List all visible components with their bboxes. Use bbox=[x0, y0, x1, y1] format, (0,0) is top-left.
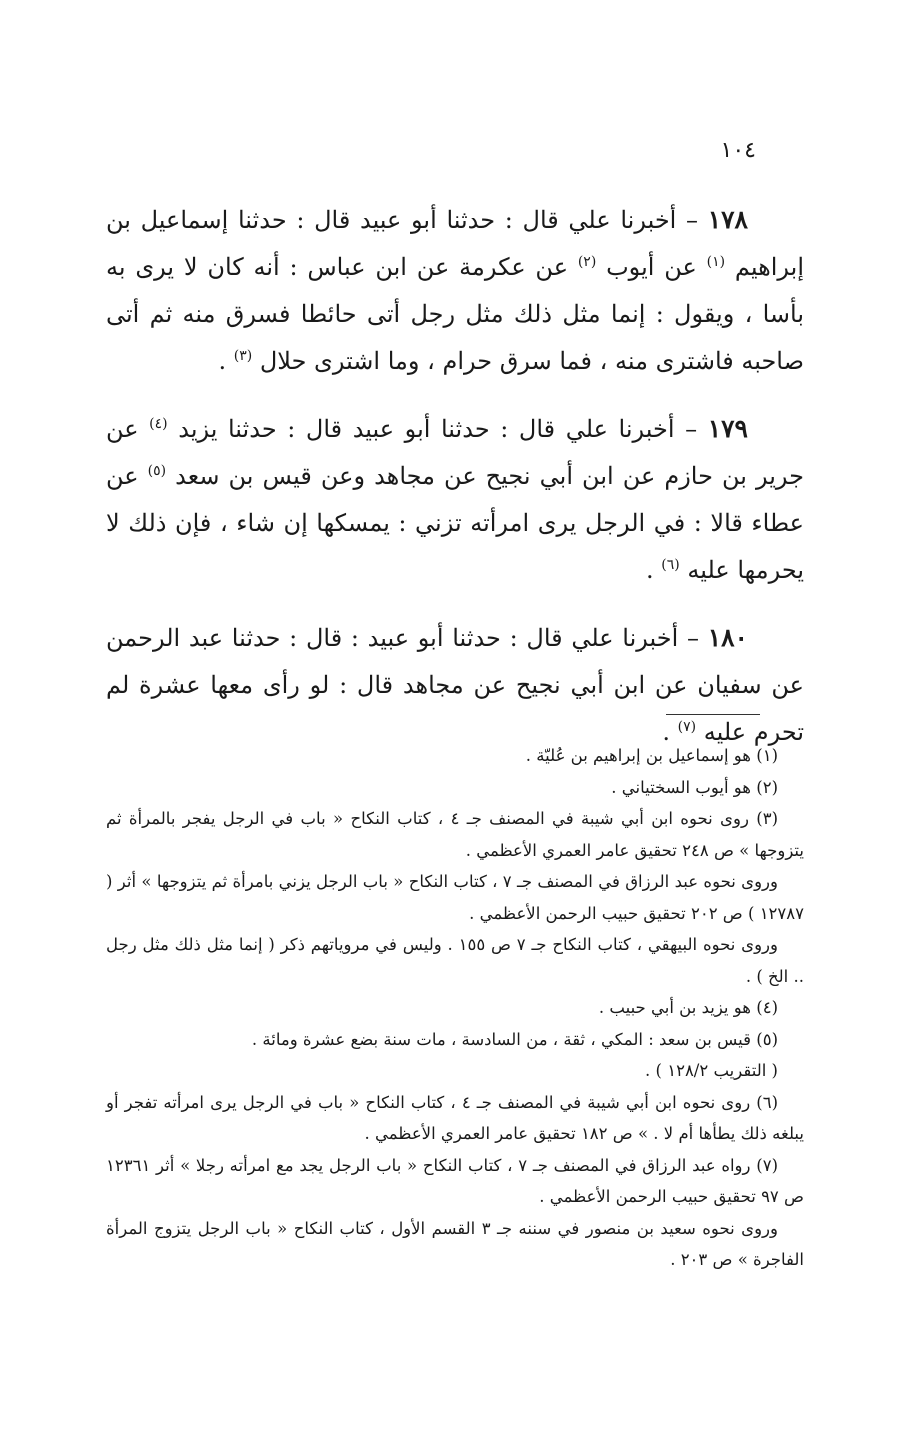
paragraph-text: عن جرير بن حازم عن ابن أبي نجيح عن مجاهد وعن قيس بن سعد bbox=[106, 415, 804, 490]
footnote-1: (١) هو إسماعيل بن إبراهيم بن عُليّة . bbox=[525, 746, 778, 765]
footnote-ref[interactable]: (٦) bbox=[661, 557, 680, 573]
footnote-5: (٥) قيس بن سعد : المكي ، ثقة ، من السادسة ، مات سنة بضع عشرة ومائة . bbox=[251, 1029, 778, 1049]
paragraph-text: . bbox=[645, 556, 662, 584]
paragraph-text: – أخبرنا علي قال : حدثنا أبو عبيد قال : حدثنا يزيد bbox=[167, 415, 698, 443]
page-number: ١٠٤ bbox=[720, 138, 756, 163]
main-text bbox=[106, 196, 804, 776]
paragraph-text: عن أيوب bbox=[596, 253, 707, 281]
hadith-number: ١٧٩ bbox=[707, 414, 748, 443]
footnote-2: (٢) هو أيوب السختياني . bbox=[611, 777, 778, 797]
footnote-ref[interactable]: (١) bbox=[706, 254, 726, 270]
footnote-ref[interactable]: (٣) bbox=[233, 348, 253, 364]
paragraph-178 bbox=[106, 196, 804, 385]
footnote-divider bbox=[666, 714, 760, 715]
footnote-3-continuation: وروى نحوه عبد الرزاق في المصنف جـ ٧ ، كتاب النكاح « باب الرجل يزني بامرأة ثم يتزوجها » أثر ( ١٢٧٨٧ ) ص ٢٠٢ تحقيق حبيب الرحمن الأعظمي . bbox=[106, 872, 804, 923]
footnote-7-continuation: وروى نحوه سعيد بن منصور في سننه جـ ٣ القسم الأول ، كتاب النكاح « باب الرجل يتزوج المرأة الفاجرة » ص ٢٠٣ . bbox=[106, 1218, 804, 1269]
footnote-6: (٦) روى نحوه ابن أبي شيبة في المصنف جـ ٤ ، كتاب النكاح « باب في الرجل يرى امرأته تفجر أو يبلغه ذلك يطأها أم لا . » ص ١٨٢ تحقيق عامر العمري الأعظمي . bbox=[106, 1092, 804, 1143]
paragraph-text: . bbox=[218, 347, 234, 375]
hadith-number: ١٧٨ bbox=[707, 205, 748, 234]
footnote-4: (٤) هو يزيد بن أبي حبيب . bbox=[598, 998, 778, 1017]
footnote-ref[interactable]: (٥) bbox=[147, 463, 167, 479]
footnote-3-continuation: وروى نحوه البيهقي ، كتاب النكاح جـ ٧ ص ١٥٥ . وليس في مروياتهم ذكر ( إنما مثل ذلك مثل رجل .. الخ ) . bbox=[106, 935, 804, 986]
paragraph-text: عن عكرمة عن ابن عباس : أنه كان لا يرى به بأسا ، ويقول : إنما مثل ذلك مثل رجل أتى حائطا فسرق منه ثم أتى صاحبه فاشترى منه ، فما سرق حرام ، وما اشترى حلال bbox=[106, 253, 804, 375]
footnote-ref[interactable]: (٤) bbox=[149, 416, 168, 432]
hadith-number: ١٨٠ bbox=[707, 623, 748, 652]
footnotes bbox=[106, 740, 804, 1276]
paragraph-text: . bbox=[662, 718, 678, 746]
footnote-5-source: ( التقريب ١٢٨/٢ ) . bbox=[645, 1061, 778, 1080]
paragraph-179 bbox=[106, 405, 804, 594]
footnote-ref[interactable]: (٢) bbox=[577, 254, 597, 270]
paragraph-text: – أخبرنا علي قال : حدثنا أبو عبيد قال : حدثنا إسماعيل بن إبراهيم bbox=[106, 206, 804, 281]
paragraph-text: عن عطاء قالا : في الرجل يرى امرأته تزني : يمسكها إن شاء ، فإن ذلك لا يحرمها عليه bbox=[106, 462, 804, 584]
footnote-3: (٣) روى نحوه ابن أبي شيبة في المصنف جـ ٤ ، كتاب النكاح « باب في الرجل يفجر بالمرأة ثم يتزوجها » ص ٢٤٨ تحقيق عامر العمري الأعظمي . bbox=[106, 809, 804, 860]
footnote-7: (٧) رواه عبد الرزاق في المصنف جـ ٧ ، كتاب النكاح « باب الرجل يجد مع امرأته رجلا » أثر ١٢٣٦١ ص ٩٧ تحقيق حبيب الرحمن الأعظمي . bbox=[106, 1155, 804, 1206]
paragraph-180 bbox=[106, 614, 804, 756]
paragraph-text: – أخبرنا علي قال : حدثنا أبو عبيد : قال : حدثنا عبد الرحمن عن سفيان عن ابن أبي نجيح عن مجاهد قال : لو رأى معها عشرة لم تحرم عليه bbox=[106, 624, 804, 746]
footnote-ref[interactable]: (٧) bbox=[677, 719, 697, 735]
